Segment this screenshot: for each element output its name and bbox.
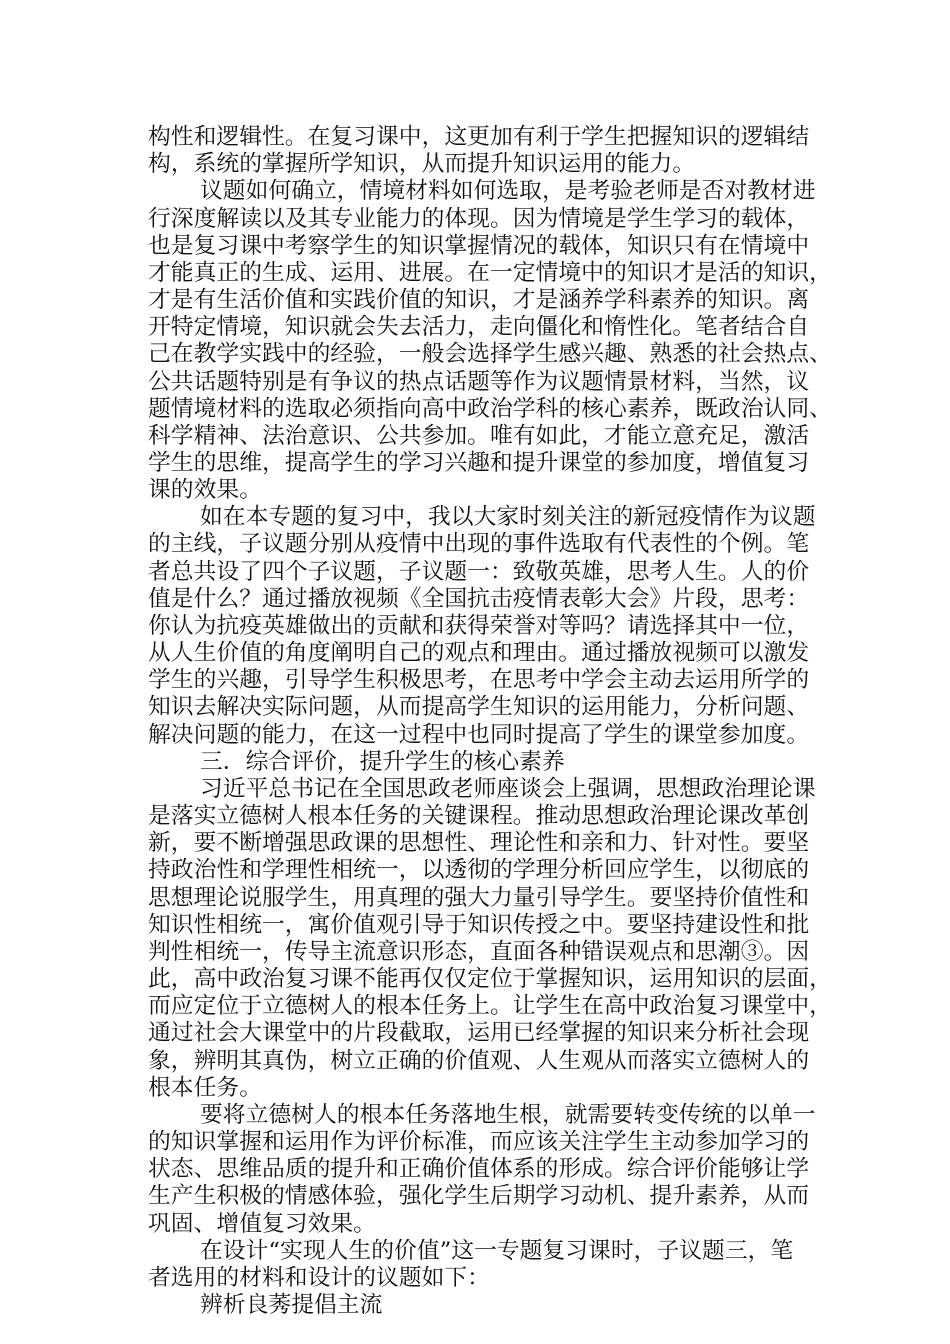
text-line: 公共话题特别是有争议的热点话题等作为议题情景材料，当然，议: [148, 368, 810, 395]
text-line: 知识性相统一，寓价值观引导于知识传授之中。要坚持建设性和批: [148, 911, 810, 938]
text-line: 要将立德树人的根本任务落地生根，就需要转变传统的以单一: [200, 1101, 816, 1128]
text-line: 值是什么？通过播放视频《全国抗击疫情表彰大会》片段，思考：: [148, 585, 810, 612]
text-line: 如在本专题的复习中，我以大家时刻关注的新冠疫情作为议题: [200, 504, 816, 531]
text-line: 状态、思维品质的提升和正确价值体系的形成。综合评价能够让学: [148, 1156, 810, 1183]
text-line: 者总共设了四个子议题，子议题一：致敬英雄，思考人生。人的价: [148, 558, 810, 585]
text-line: 学生的兴趣，引导学生积极思考，在思考中学会主动去运用所学的: [148, 667, 810, 694]
text-line: 的主线，子议题分别从疫情中出现的事件选取有代表性的个例。笔: [148, 531, 810, 558]
text-line: 才能真正的生成、运用、进展。在一定情境中的知识才是活的知识，: [148, 259, 832, 286]
text-line: 才是有生活价值和实践价值的知识，才是涵养学科素养的知识。离: [148, 287, 810, 313]
text-line: 思想理论说服学生，用真理的强大力量引导学生。要坚持价值性和: [148, 884, 810, 911]
text-line: 也是复习课中考察学生的知识掌握情况的载体，知识只有在情境中: [148, 232, 810, 259]
text-line: 而应定位于立德树人的根本任务上。让学生在高中政治复习课堂中，: [148, 993, 832, 1020]
text-line: 构，系统的掌握所学知识，从而提升知识运用的能力。: [148, 151, 696, 178]
text-line: 行深度解读以及其专业能力的体现。因为情境是学生学习的载体，: [148, 205, 810, 232]
section-heading: 三．综合评价，提升学生的核心素养: [200, 748, 565, 775]
text-line: 在设计“实现人生的价值”这一专题复习课时，子议题三，笔: [200, 1237, 794, 1264]
text-line: 判性相统一，传导主流意识形态，直面各种错误观点和思潮③。因: [148, 938, 810, 965]
text-line: 象，辨明其真伪，树立正确的价值观、人生观从而落实立德树人的: [148, 1047, 810, 1074]
text-line: 解决问题的能力，在这一过程中也同时提高了学生的课堂参加度。: [148, 721, 810, 748]
text-line: 题情境材料的选取必须指向高中政治学科的核心素养，既政治认同、: [148, 395, 832, 422]
text-line: 学生的思维，提高学生的学习兴趣和提升课堂的参加度，增值复习: [148, 450, 810, 476]
text-line: 持政治性和学理性相统一，以透彻的学理分析回应学生，以彻底的: [148, 857, 810, 884]
text-line: 知识去解决实际问题，从而提高学生知识的运用能力，分析问题、: [148, 694, 810, 721]
text-line: 从人生价值的角度阐明自己的观点和理由。通过播放视频可以激发: [148, 640, 810, 667]
subheading: 辨析良莠提倡主流: [200, 1292, 383, 1318]
text-line: 课的效果。: [148, 477, 262, 504]
text-line: 议题如何确立，情境材料如何选取，是考验老师是否对教材进: [200, 178, 816, 205]
text-line: 根本任务。: [148, 1074, 262, 1101]
text-line: 你认为抗疫英雄做出的贡献和获得荣誉对等吗？请选择其中一位，: [148, 612, 810, 639]
text-line: 习近平总书记在全国思政老师座谈会上强调，思想政治理论课: [200, 775, 816, 802]
text-line: 开特定情境，知识就会失去活力，走向僵化和惰性化。笔者结合自: [148, 314, 810, 341]
text-line: 是落实立德树人根本任务的关键课程。推动思想政治理论课改革创: [148, 803, 810, 830]
text-line: 通过社会大课堂中的片段截取，运用已经掌握的知识来分析社会现: [148, 1020, 810, 1047]
text-line: 巩固、增值复习效果。: [148, 1210, 376, 1237]
text-line: 者选用的材料和设计的议题如下：: [148, 1264, 490, 1291]
text-line: 构性和逻辑性。在复习课中，这更加有利于学生把握知识的逻辑结: [148, 124, 810, 150]
text-line: 生产生积极的情感体验，强化学生后期学习动机、提升素养，从而: [148, 1183, 810, 1210]
text-line: 的知识掌握和运用作为评价标准，而应该关注学生主动参加学习的: [148, 1129, 810, 1155]
text-line: 科学精神、法治意识、公共参加。唯有如此，才能立意充足，激活: [148, 422, 810, 449]
text-line: 新，要不断增强思政课的思想性、理论性和亲和力、针对性。要坚: [148, 830, 810, 857]
text-line: 己在教学实践中的经验，一般会选择学生感兴趣、熟悉的社会热点、: [148, 341, 832, 368]
text-line: 此，高中政治复习课不能再仅仅定位于掌握知识，运用知识的层面，: [148, 966, 832, 992]
